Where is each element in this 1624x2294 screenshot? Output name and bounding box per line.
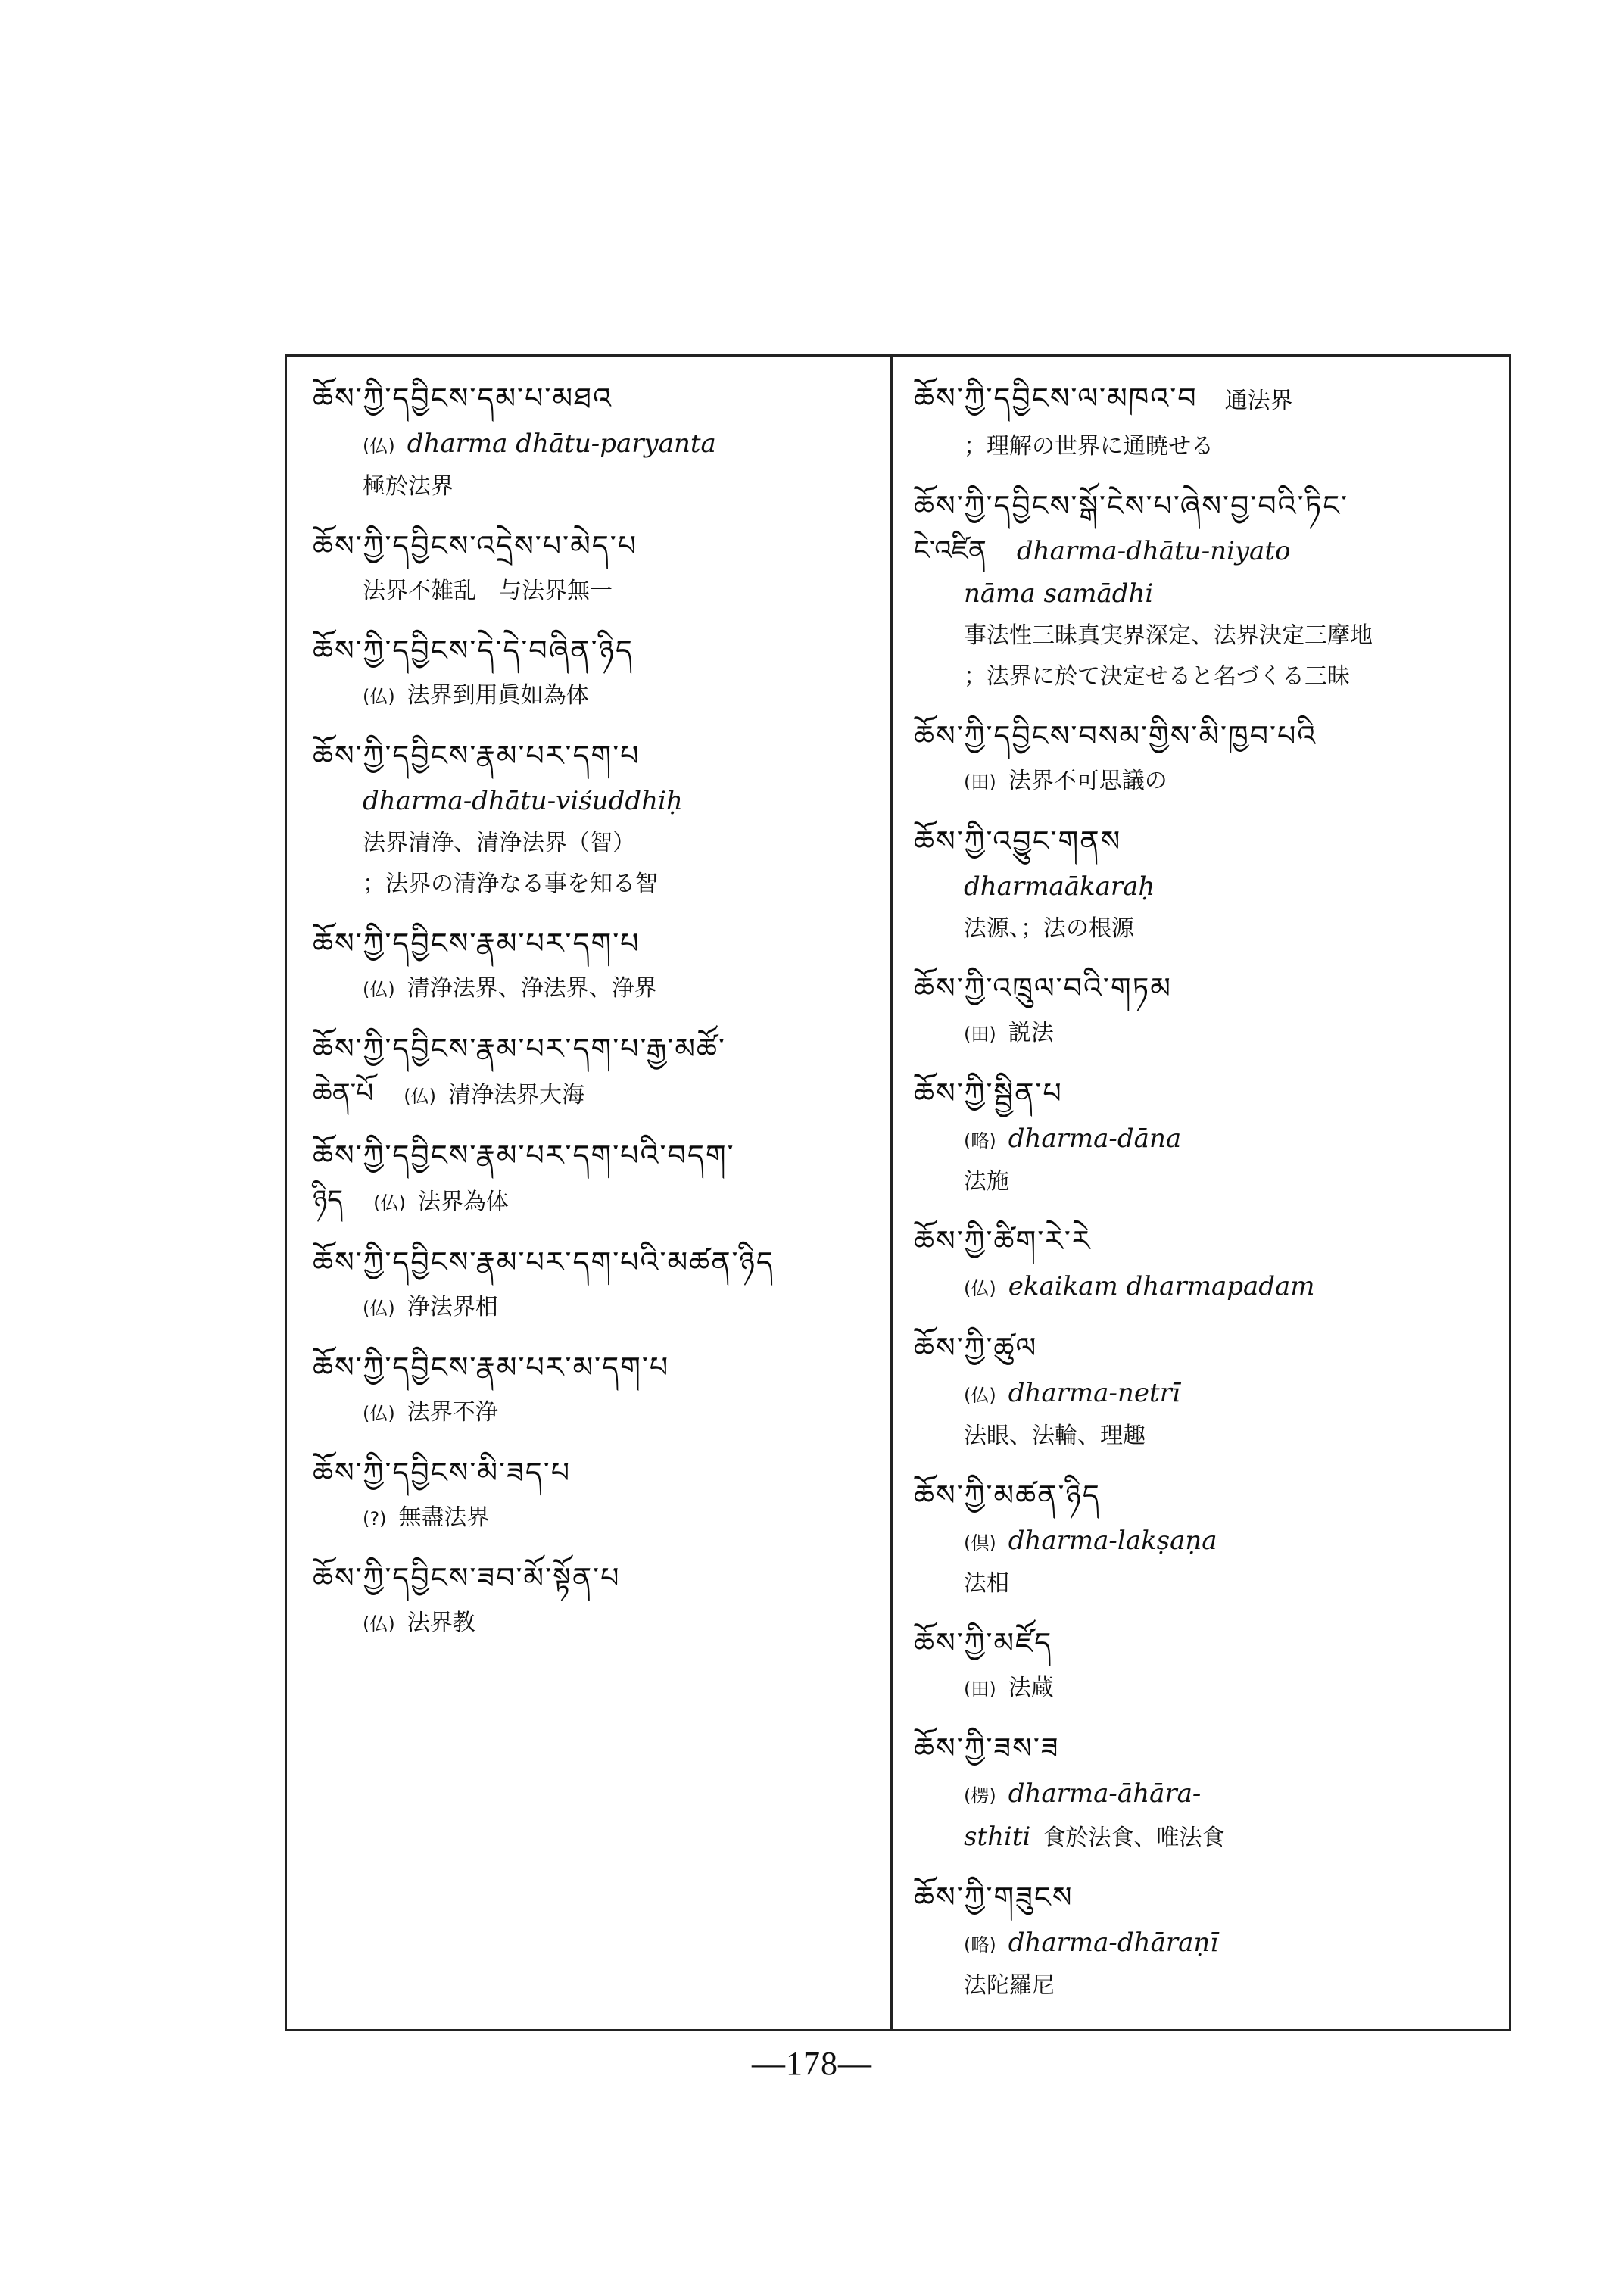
japanese-gloss: 清浄法界大海 <box>448 1082 585 1108</box>
tibetan-headword <box>914 1068 1486 1118</box>
entry-line <box>914 1816 1486 1859</box>
entry-line <box>914 1161 1486 1202</box>
dictionary-entry <box>914 963 1486 1055</box>
source-tag: (仏) <box>964 1278 996 1299</box>
japanese-gloss: 極於法界 <box>363 473 454 500</box>
sanskrit-term: dharma-lakṣaṇa <box>1008 1526 1217 1556</box>
dictionary-frame <box>285 354 1511 2031</box>
source-tag: (仏) <box>964 1385 996 1406</box>
japanese-gloss: ；法界の清浄なる事を知る智 <box>363 871 658 897</box>
tibetan-headword <box>914 1723 1486 1773</box>
tibetan-headword <box>313 373 868 423</box>
headword-text: ཆོས་ཀྱི་དབྱིངས་སྒོ་ངེས་པ་ཞེས་བྱ་བའི་ཏིང་ <box>914 489 1349 522</box>
tibetan-headword <box>914 1323 1486 1373</box>
dictionary-entry <box>914 1323 1486 1457</box>
sanskrit-term: dharma dhātu-paryanta <box>407 429 716 459</box>
source-tag: (略) <box>964 1934 996 1956</box>
source-tag: (倶) <box>964 1532 996 1554</box>
tibetan-headword <box>313 1342 868 1392</box>
entry-line <box>914 656 1486 697</box>
entry-line <box>313 1498 868 1539</box>
headword-text: ཆོས་ཀྱི་དབྱིངས་བསམ་གྱིས་མི་ཁྱབ་པའི <box>914 719 1317 753</box>
right-column <box>893 357 1509 2029</box>
dictionary-entry <box>914 711 1486 803</box>
tibetan-continuation: ཉིད <box>313 1185 344 1216</box>
japanese-gloss: 法源、；法の根源 <box>964 915 1134 942</box>
entry-line <box>914 761 1486 803</box>
dictionary-entry <box>914 1216 1486 1309</box>
source-tag: (田) <box>964 771 996 793</box>
tibetan-continuation: ངེ་འཛིན <box>914 535 987 566</box>
sanskrit-term: dharma-dhāraṇī <box>1008 1928 1219 1958</box>
japanese-gloss: 法施 <box>964 1168 1009 1195</box>
headword-text: ཆོས་ཀྱི་འབྱུང་གནས <box>914 824 1122 858</box>
japanese-gloss: 浄法界相 <box>407 1294 498 1320</box>
tibetan-headword <box>313 918 868 968</box>
japanese-gloss: 法界不雑乱 与法界無一 <box>363 578 613 604</box>
source-tag: (田) <box>964 1678 996 1700</box>
sanskrit-term: nāma samādhi <box>964 578 1154 609</box>
japanese-gloss: 法蔵 <box>1008 1675 1054 1701</box>
headword-gloss: 通法界 <box>1224 388 1293 414</box>
tibetan-headword <box>313 1024 868 1074</box>
entry-line <box>914 909 1486 949</box>
dictionary-entry <box>914 816 1486 949</box>
headword-text: ཆོས་ཀྱི་འཁྲུལ་བའི་གཏམ <box>914 971 1172 1005</box>
page-number: —178— <box>752 2045 872 2082</box>
entry-line <box>313 1287 868 1329</box>
entry-line <box>914 1520 1486 1563</box>
japanese-gloss: 法界為体 <box>417 1189 509 1215</box>
source-tag: (仏) <box>363 979 395 1000</box>
tibetan-headword <box>313 1553 868 1603</box>
entry-line <box>313 864 868 905</box>
headword-text: ཆོས་ཀྱི་དབྱིངས་རྣམ་པར་དག་པའི་བདག་ <box>313 1139 735 1172</box>
dictionary-entry <box>313 731 868 905</box>
entry-line <box>914 1013 1486 1055</box>
tibetan-headword <box>914 373 1486 426</box>
japanese-gloss: 法界教 <box>407 1610 475 1636</box>
entry-line <box>313 423 868 466</box>
tibetan-headword <box>914 1216 1486 1266</box>
entry-line <box>313 1603 868 1644</box>
tibetan-headword <box>914 711 1486 761</box>
entry-line <box>313 1180 868 1223</box>
tibetan-headword <box>914 1470 1486 1520</box>
source-tag: (?) <box>363 1508 387 1529</box>
entry-line <box>914 616 1486 656</box>
headword-text: ཆོས་ཀྱི་ཟས་ཟ <box>914 1731 1060 1765</box>
entry-line <box>313 571 868 612</box>
sanskrit-term: ekaikam dharmapadam <box>1008 1271 1315 1301</box>
tibetan-headword <box>313 625 868 675</box>
tibetan-continuation: ཆེན་པོ <box>313 1078 374 1109</box>
japanese-gloss: 法界不浄 <box>407 1399 498 1426</box>
headword-text: ཆོས་ཀྱི་དབྱིངས་དེ་དེ་བཞིན་ཉིད <box>313 634 634 667</box>
entry-line <box>914 866 1486 909</box>
tibetan-headword <box>914 1872 1486 1922</box>
sanskrit-term: dharma-dhātu-niyato <box>1016 536 1291 566</box>
dictionary-entry <box>313 625 868 717</box>
dictionary-entry <box>313 918 868 1010</box>
dictionary-entry <box>313 1342 868 1434</box>
tibetan-headword <box>914 816 1486 866</box>
dictionary-entry <box>914 1723 1486 1859</box>
entry-line <box>313 781 868 823</box>
japanese-gloss: 清浄法界、浄法界、浄界 <box>407 975 657 1002</box>
entry-line <box>914 1266 1486 1309</box>
japanese-gloss: 食於法食、唯法食 <box>1043 1825 1225 1851</box>
sanskrit-term: dharmaākaraḥ <box>964 871 1155 902</box>
headword-text: ཆོས་ཀྱི་སྦྱིན་པ <box>914 1077 1063 1110</box>
sanskrit-term: dharma-āhāra- <box>1008 1778 1202 1809</box>
headword-text: ཆོས་ཀྱི་དབྱིངས་ཟབ་མོ་སྟོན་པ <box>313 1561 621 1594</box>
entry-line <box>313 466 868 507</box>
entry-line <box>914 1965 1486 2006</box>
source-tag: (仏) <box>363 435 395 457</box>
headword-text: ཆོས་ཀྱི་དབྱིངས་འདྲེས་པ་མེད་པ <box>313 529 638 563</box>
headword-text: ཆོས་ཀྱི་དབྱིངས་མི་ཟད་པ <box>313 1456 572 1489</box>
sanskrit-term: dharma-netrī <box>1008 1378 1180 1408</box>
tibetan-headword <box>313 731 868 781</box>
headword-text: ཆོས་ཀྱི་མཛོད <box>914 1626 1053 1660</box>
headword-text: ཆོས་ཀྱི་དབྱིངས་རྣམ་པར་དག་པ <box>313 927 641 960</box>
headword-text: ཆོས་ཀྱི་མཚན་ཉིད <box>914 1479 1101 1512</box>
dictionary-entry <box>313 1024 868 1117</box>
source-tag: (仏) <box>363 1403 395 1424</box>
tibetan-headword <box>313 1448 868 1498</box>
entry-line <box>313 675 868 717</box>
source-tag: (田) <box>964 1024 996 1045</box>
entry-line <box>914 1416 1486 1457</box>
source-tag: (楞) <box>964 1785 996 1806</box>
entry-line <box>914 531 1486 573</box>
tibetan-headword <box>914 1618 1486 1668</box>
source-tag: (仏) <box>373 1192 406 1214</box>
japanese-gloss: 事法性三昧真実界深定、法界決定三摩地 <box>964 622 1373 649</box>
dictionary-entry <box>914 1470 1486 1604</box>
tibetan-headword <box>914 481 1486 531</box>
dictionary-entry <box>313 373 868 507</box>
entry-line <box>313 1392 868 1434</box>
entry-line <box>914 1373 1486 1416</box>
entry-line <box>914 426 1486 467</box>
dictionary-entry <box>914 1068 1486 1202</box>
sanskrit-term: dharma-dāna <box>1008 1124 1182 1154</box>
dictionary-entry <box>313 1237 868 1329</box>
sanskrit-term: dharma-dhātu-viśuddhiḥ <box>363 786 683 816</box>
headword-text: ཆོས་ཀྱི་དབྱིངས་རྣམ་པར་དག་པ <box>313 739 641 772</box>
japanese-gloss: ；法界に於て決定せると名づくる三昧 <box>964 663 1350 690</box>
source-tag: (仏) <box>404 1086 437 1107</box>
entry-line <box>914 573 1486 616</box>
headword-text: ཆོས་ཀྱི་དབྱིངས་ལ་མཁའ་བ <box>914 382 1198 415</box>
japanese-gloss: 法界到用眞如為体 <box>407 682 589 709</box>
japanese-gloss: 説法 <box>1008 1020 1054 1046</box>
entry-line <box>914 1668 1486 1710</box>
tibetan-headword <box>313 521 868 571</box>
japanese-gloss: 法界不可思議の <box>1008 768 1167 794</box>
headword-text: ཆོས་ཀྱི་དབྱིངས་རྣམ་པར་དག་པའི་མཚན་ཉིད <box>313 1245 775 1279</box>
japanese-gloss: 法眼、法輪、理趣 <box>964 1423 1146 1449</box>
source-tag: (仏) <box>363 686 395 707</box>
dictionary-entry <box>313 521 868 612</box>
dictionary-entry <box>914 481 1486 697</box>
source-tag: (略) <box>964 1130 996 1152</box>
source-tag: (仏) <box>363 1298 395 1319</box>
entry-line <box>313 823 868 864</box>
headword-text: ཆོས་ཀྱི་ཚིག་རེ་རེ <box>914 1224 1092 1258</box>
entry-line <box>914 1773 1486 1816</box>
dictionary-entry <box>313 1130 868 1223</box>
tibetan-headword <box>313 1237 868 1287</box>
japanese-gloss: 法陀羅尼 <box>964 1972 1055 1999</box>
sanskrit-term: sthiti <box>964 1822 1031 1852</box>
entry-line <box>914 1563 1486 1604</box>
dictionary-entry <box>313 1448 868 1539</box>
entry-line <box>313 968 868 1010</box>
headword-text: ཆོས་ཀྱི་དབྱིངས་རྣམ་པར་དག་པ་རྒྱ་མཚོ་ <box>313 1032 726 1065</box>
source-tag: (仏) <box>363 1613 395 1635</box>
left-column <box>287 357 893 2029</box>
headword-text: ཆོས་ཀྱི་ཚུལ <box>914 1331 1038 1364</box>
dictionary-entry <box>914 1618 1486 1710</box>
entry-line <box>914 1118 1486 1161</box>
headword-text: ཆོས་ཀྱི་དབྱིངས་དམ་པ་མཐའ <box>313 382 613 415</box>
dictionary-entry <box>914 373 1486 467</box>
tibetan-headword <box>914 963 1486 1013</box>
japanese-gloss: ；理解の世界に通暁せる <box>964 433 1214 460</box>
headword-text: ཆོས་ཀྱི་གཟུངས <box>914 1881 1074 1914</box>
dictionary-entry <box>914 1872 1486 2006</box>
entry-line <box>914 1922 1486 1965</box>
tibetan-headword <box>313 1130 868 1180</box>
japanese-gloss: 無盡法界 <box>398 1504 490 1531</box>
japanese-gloss: 法界清浄、清浄法界（智） <box>363 830 635 856</box>
dictionary-entry <box>313 1553 868 1644</box>
entry-line <box>313 1074 868 1117</box>
japanese-gloss: 法相 <box>964 1570 1009 1597</box>
headword-text: ཆོས་ཀྱི་དབྱིངས་རྣམ་པར་མ་དག་པ <box>313 1351 670 1384</box>
